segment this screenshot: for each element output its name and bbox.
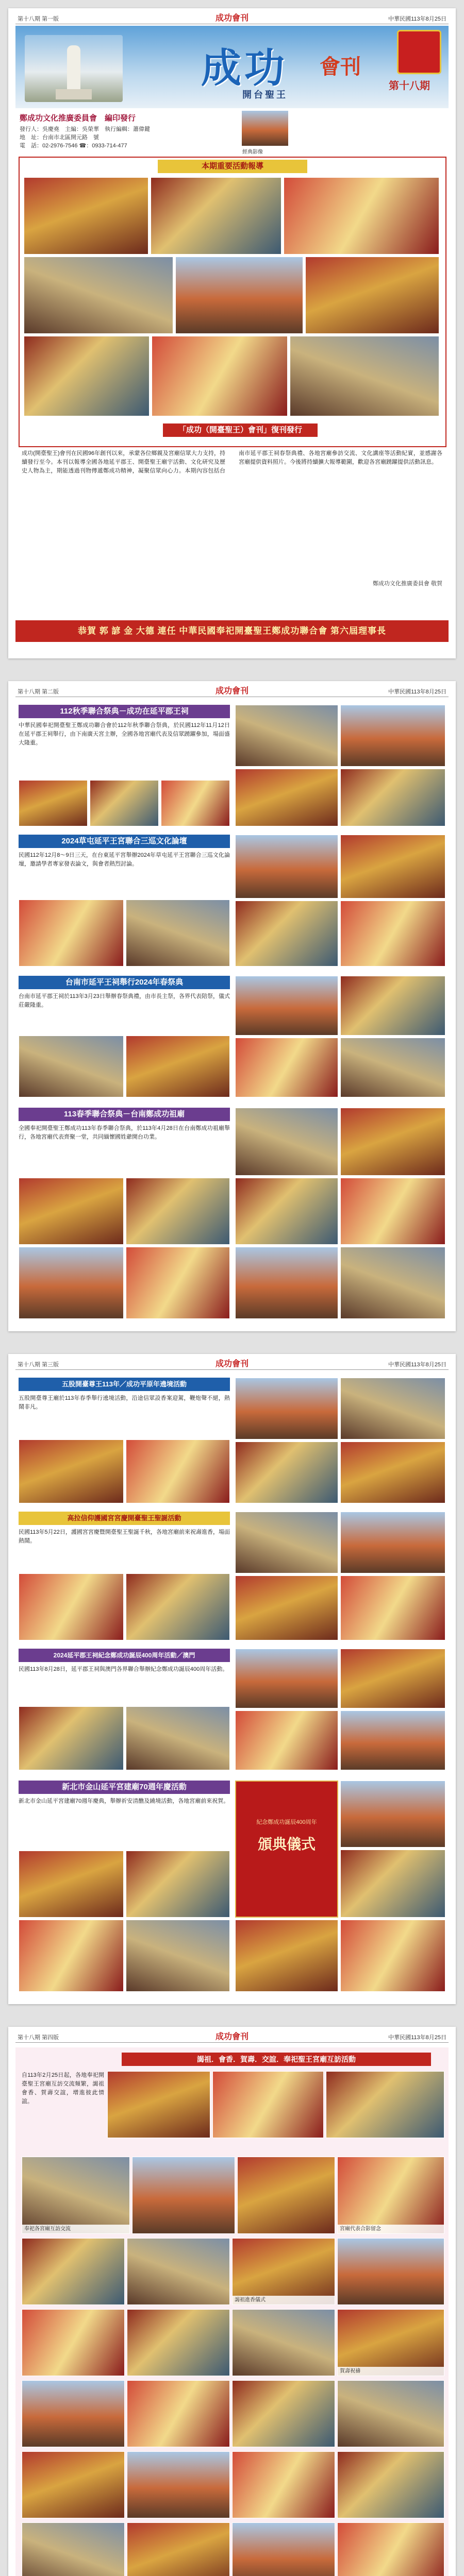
event-photo — [284, 177, 439, 255]
event-photo — [19, 1247, 124, 1319]
masthead-deity: 開台聖王 — [242, 90, 288, 100]
section-text: 全國奉祀開臺聖王鄭成功113年春季聯合祭典，於113年4月28日在台南鄭成功祖廟舉行，各地宮廟代表齊聚一堂，共同緬懷國姓爺開台功業。 — [19, 1125, 230, 1141]
event-photo — [126, 1178, 230, 1245]
event-photo — [235, 835, 338, 899]
event-photo — [126, 1706, 230, 1770]
event-photo — [235, 1575, 338, 1640]
event-photo — [340, 1710, 445, 1770]
event-photo — [22, 2238, 125, 2305]
section-title: 本期重要活動報導 — [158, 160, 307, 173]
event-photo — [126, 1439, 230, 1503]
event-photo — [340, 1649, 445, 1708]
event-photo — [235, 1710, 338, 1770]
event-photo — [305, 257, 439, 334]
event-photo — [161, 780, 230, 826]
event-photo — [340, 1512, 445, 1573]
section-text: 民國113年5月22日，護國宮宮慶暨開臺聖王聖誕千秋，各地宮廟前來祝壽進香，場面熱鬧。 — [19, 1529, 230, 1545]
section-text: 民國112年12月8～9日三天，在台東延平宮舉辦2024年草屯延平王宮聯合三巡文化論壇，邀請學者專家發表論文，與會者熱烈討論。 — [19, 852, 230, 868]
section-title: 「成功（開臺聖王）會刊」復刊發行 — [163, 423, 318, 437]
event-photo — [337, 2157, 444, 2234]
event-photo — [337, 2309, 444, 2376]
section-text: 自113年2月25日起，各地奉祀開臺聖王宮廟互訪交流頻繁，謁祖會香、賀壽交誼，增進彼此情誼。 — [22, 2072, 104, 2105]
event-photo — [337, 2451, 444, 2518]
event-photo — [24, 336, 150, 416]
photo-caption: 宮廟代表合影留念 — [338, 2225, 444, 2233]
section-text: 五股開臺尊王廟於113年春季舉行遶境活動，沿途信眾設香案迎駕，鞭炮聲不絕，熱鬧非凡。 — [19, 1395, 230, 1411]
event-photo — [235, 1108, 338, 1176]
event-photo — [232, 2238, 335, 2305]
publisher-name: 鄭成功文化推廣委員會 編印發行 — [20, 114, 136, 123]
paper-name: 成功會刊 — [215, 686, 248, 696]
page-header — [8, 1354, 456, 1369]
event-photo — [19, 1851, 124, 1918]
event-photo — [340, 1108, 445, 1176]
event-photo — [340, 1920, 445, 1992]
event-photo — [340, 1178, 445, 1245]
photo-caption: 賀壽祝禱 — [338, 2367, 444, 2376]
header-rule — [15, 1369, 449, 1370]
event-photo — [340, 1442, 445, 1503]
event-photo — [19, 780, 88, 826]
event-photo — [22, 2380, 125, 2447]
issue-badge: 第十八期 — [389, 80, 430, 92]
event-photo — [340, 901, 445, 967]
page-three — [8, 1354, 456, 2004]
event-photo — [340, 835, 445, 899]
event-photo — [326, 2071, 444, 2138]
page-label: 第十八期 第三版 — [18, 1362, 59, 1368]
masthead — [15, 26, 449, 108]
event-photo — [340, 1247, 445, 1319]
event-photo — [337, 2238, 444, 2305]
paper-name: 成功會刊 — [215, 1359, 248, 1368]
event-photo — [340, 976, 445, 1036]
statue-image — [25, 35, 123, 102]
section-text: 新北市金山延平宮建廟70週年慶典，舉辦祈安清醮及繞境活動，各地宮廟前來祝賀。 — [19, 1798, 229, 1804]
event-photo — [107, 2071, 210, 2138]
congrats-banner: 恭賀 郭 諺 金 大德 連任 中華民國奉祀開臺聖王鄭成功聯合會 第六屆理事長 — [15, 620, 449, 642]
event-photo — [19, 900, 124, 967]
event-photo — [235, 1247, 338, 1319]
section-title: 五股開臺尊王113年／成功平原年遶境活動 — [19, 1378, 230, 1391]
event-photo — [19, 1439, 124, 1503]
issue-date: 中華民國113年8月25日 — [388, 2035, 446, 2041]
event-photo — [19, 1178, 124, 1245]
section-title: 2024草屯延平王宮聯合三巡文化論壇 — [19, 835, 230, 848]
issue-date: 中華民國113年8月25日 — [388, 1362, 446, 1368]
event-photo — [340, 1781, 445, 1848]
event-photo — [24, 177, 148, 255]
signature-line: 鄭成功文化推廣委員會 敬賀 — [372, 581, 442, 587]
event-photo — [126, 1573, 230, 1640]
ceremony-poster — [235, 1781, 338, 1918]
event-photo — [212, 2071, 324, 2138]
event-photo — [19, 1573, 124, 1640]
event-photo — [22, 2157, 130, 2234]
section-title: 113春季聯合祭典－台南鄭成功祖廟 — [19, 1108, 230, 1121]
event-photo — [232, 2451, 335, 2518]
event-photo — [340, 705, 445, 767]
publisher-info-1: 發行人：吳慶堯 主編：吳榮華 執行編輯：蕭偉鍵 — [20, 126, 150, 132]
event-photo — [232, 2522, 335, 2576]
event-photo — [127, 2451, 230, 2518]
header-rule — [15, 2042, 449, 2043]
publisher-info-3: 電 話：02-2976-7546 ☎：0933-714-477 — [20, 143, 127, 149]
event-photo — [126, 1920, 230, 1992]
section-text: 台南市延平郡王祠於113年3月23日舉辦春祭典禮，由市長主祭，各界代表陪祭，儀式莊嚴隆重。 — [19, 993, 230, 1009]
event-photo — [19, 1706, 124, 1770]
section-title: 112秋季聯合祭典－成功在延平郡王祠 — [19, 705, 230, 718]
page-label: 第十八期 第一版 — [18, 16, 59, 22]
event-photo — [337, 2522, 444, 2576]
event-photo — [126, 1851, 230, 1918]
photo-caption: 奉祀各宮廟互訪交流 — [22, 2225, 129, 2233]
publisher-info-2: 地 址：台南市北區開元路 號 — [20, 134, 99, 141]
event-photo — [232, 2309, 335, 2376]
photo-caption: 謁祖進香儀式 — [233, 2296, 335, 2304]
paper-name: 成功會刊 — [215, 13, 248, 23]
page-header — [8, 681, 456, 697]
event-photo — [235, 901, 338, 967]
paper-name: 成功會刊 — [215, 2031, 248, 2041]
event-photo — [19, 1920, 124, 1992]
section-title: 新北市金山延平宮建廟70週年慶活動 — [19, 1781, 230, 1794]
event-photo — [22, 2451, 125, 2518]
page-header — [8, 8, 456, 24]
seal-logo — [397, 30, 441, 74]
event-photo — [127, 2380, 230, 2447]
event-photo — [235, 705, 338, 767]
issue-date: 中華民國113年8月25日 — [388, 689, 446, 695]
event-photo — [290, 336, 439, 416]
section-title: 台南市延平王祠舉行2024年春祭典 — [19, 976, 230, 989]
event-photo — [232, 2380, 335, 2447]
sidebar-label: 經典影像 — [242, 149, 263, 155]
event-photo — [127, 2522, 230, 2576]
ceremony-title: 頒典儀式 — [257, 1836, 316, 1853]
event-photo — [24, 257, 173, 334]
event-photo — [337, 2380, 444, 2447]
event-photo — [19, 1036, 124, 1097]
event-photo — [127, 2238, 230, 2305]
ceremony-caption: 紀念鄭成功誕辰400周年 — [256, 1819, 317, 1825]
page-two — [8, 681, 456, 1331]
event-photo — [22, 2309, 125, 2376]
event-photo — [235, 1649, 338, 1708]
event-photo — [235, 1378, 338, 1439]
section-text: 民國113年8月28日，延平郡王祠與澳門各界聯合舉辦紀念鄭成功誕辰400周年活動。 — [19, 1666, 228, 1672]
event-photo — [237, 2157, 335, 2234]
section-title: 謁祖．會香．賀壽．交誼．奉祀聖王宮廟互訪活動 — [122, 2053, 431, 2066]
masthead-title: 成功 — [201, 45, 288, 92]
page-label: 第十八期 第二版 — [18, 689, 59, 695]
event-photo — [22, 2522, 125, 2576]
section-text: 中華民國奉祀開臺聖王鄭成功聯合會於112年秋季聯合祭典，於民國112年11月12日在延平郡王祠舉行，由下南廣天宮主辦，全國各地宮廟代表及信眾踴躍參加，場面盛大隆重。 — [19, 722, 230, 747]
page-header — [8, 2027, 456, 2042]
event-photo — [152, 336, 288, 416]
event-photo — [175, 257, 303, 334]
event-photo — [340, 1850, 445, 1918]
event-photo — [126, 900, 230, 967]
event-photo — [340, 1378, 445, 1439]
section-title: 2024延平郡王祠紀念鄭成功誕辰400周年活動／澳門 — [19, 1649, 230, 1662]
event-photo — [90, 780, 159, 826]
event-photo — [151, 177, 281, 255]
event-photo — [126, 1036, 230, 1097]
event-photo — [235, 1178, 338, 1245]
page-four — [8, 2027, 456, 2576]
event-photo — [340, 769, 445, 826]
masthead-subtitle: 會刊 — [320, 55, 361, 79]
event-photo — [126, 1247, 230, 1319]
event-photo — [132, 2157, 235, 2234]
event-photo — [340, 1038, 445, 1097]
event-photo — [127, 2309, 230, 2376]
article-text: 成功(開臺聖王)會刊在民國96年創刊以來，承蒙各位鄉親及宮廟信眾大力支持，持續發行至今。本刊以報導全國各地延平郡王、開臺聖王廟宇活動、文化研究及歷史人物為主，期能透過刊物傳遞鄭成功精神，凝聚信眾向心力。本期內容包括台南市延平郡王祠春祭典禮、各地宮廟參訪交流、文化講座等活動紀實，並感謝各宮廟提供資料照片。今後將持續擴大報導範圍，歡迎各宮廟踴躍提供活動訊息。 — [22, 450, 442, 474]
temple-photo-small — [241, 110, 289, 146]
event-photo — [235, 769, 338, 826]
event-photo — [235, 1442, 338, 1503]
section-title: 高拉信仰護國宮宮慶開臺聖王聖誕活動 — [19, 1512, 230, 1525]
event-photo — [235, 1038, 338, 1097]
page-label: 第十八期 第四版 — [18, 2035, 59, 2041]
event-photo — [340, 1575, 445, 1640]
event-photo — [235, 976, 338, 1036]
issue-date: 中華民國113年8月25日 — [388, 16, 446, 22]
page-one — [8, 8, 456, 658]
event-photo — [235, 1512, 338, 1573]
event-photo — [235, 1920, 338, 1992]
